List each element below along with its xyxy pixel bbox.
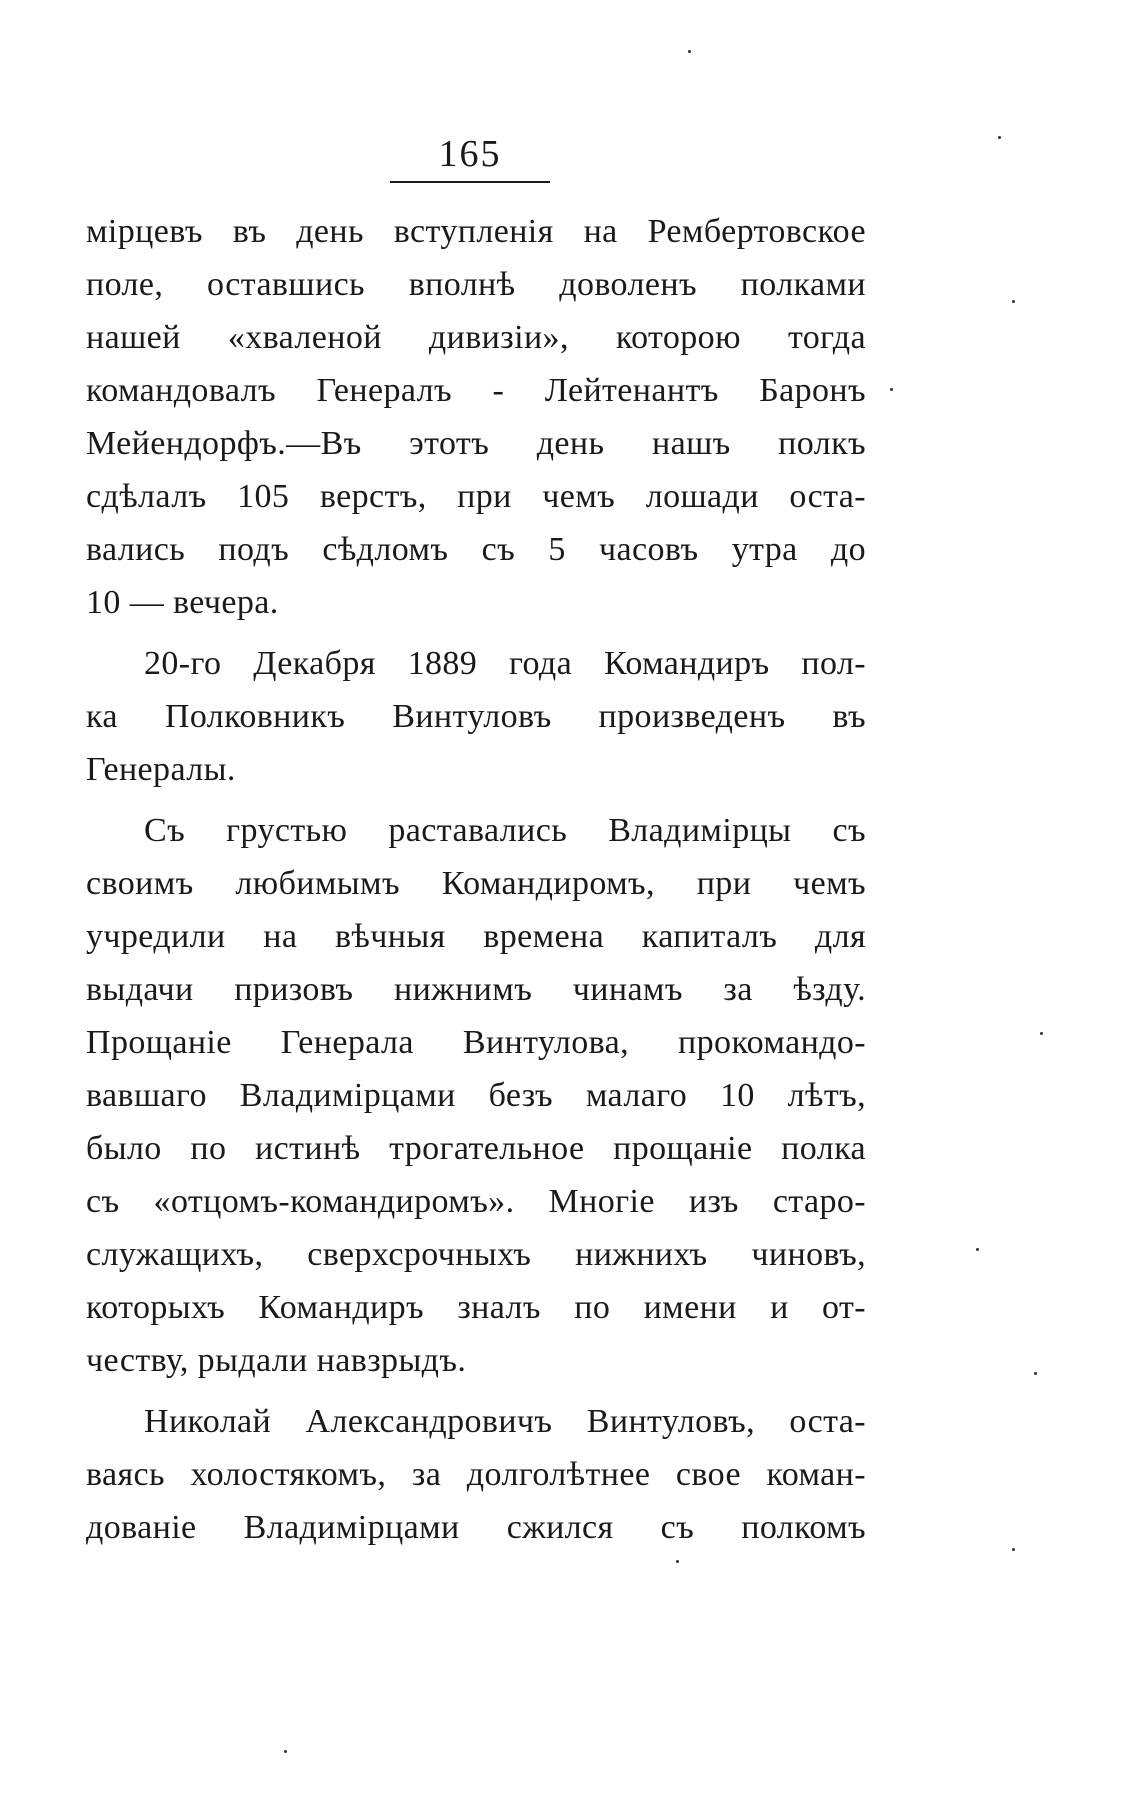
text-line: было по истинѣ трогательное прощаніе полка (86, 1130, 866, 1167)
paragraph (86, 1395, 866, 1554)
text-line: Николай Александровичъ Винтуловъ, оста- (144, 1403, 866, 1440)
page-number: 165 (438, 133, 502, 175)
scan-speck (676, 1560, 679, 1563)
scan-speck (890, 388, 893, 391)
page-header (390, 133, 550, 183)
text-line: ваясь холостякомъ, за долголѣтнее свое коман- (86, 1456, 866, 1493)
text-line: поле, оставшись вполнѣ доволенъ полками (86, 266, 866, 303)
text-line: своимъ любимымъ Командиромъ, при чемъ (86, 865, 866, 902)
text-line: которыхъ Командиръ зналъ по имени и от- (86, 1289, 866, 1326)
text-line: Мейендорфъ.—Въ этотъ день нашъ полкъ (86, 425, 866, 462)
text-line: служащихъ, сверхсрочныхъ нижнихъ чиновъ, (86, 1236, 866, 1273)
text-line: Генералы. (86, 751, 236, 788)
text-line: командовалъ Генералъ - Лейтенантъ Баронъ (86, 372, 866, 409)
scan-speck (688, 50, 691, 53)
text-line: Съ грустью раставались Владимірцы съ (144, 812, 866, 849)
text-line: съ «отцомъ-командиромъ». Многіе изъ старо- (86, 1183, 866, 1220)
text-line: честву, рыдали навзрыдъ. (86, 1342, 467, 1379)
text-line: сдѣлалъ 105 верстъ, при чемъ лошади оста- (86, 478, 866, 515)
text-line: дованіе Владимірцами сжился съ полкомъ (86, 1509, 866, 1546)
text-line: Прощаніе Генерала Винтулова, прокомандо- (86, 1024, 866, 1061)
text-line: выдачи призовъ нижнимъ чинамъ за ѣзду. (86, 971, 866, 1008)
scan-speck (1034, 1372, 1037, 1375)
text-line: учредили на вѣчныя времена капиталъ для (86, 918, 866, 955)
text-line: вались подъ сѣдломъ съ 5 часовъ утра до (86, 531, 866, 568)
text-line: нашей «хваленой дивизіи», которою тогда (86, 319, 866, 356)
scan-speck (1012, 300, 1015, 303)
text-line: мірцевъ въ день вступленія на Рембертовское (86, 213, 866, 250)
text-line: вавшаго Владимірцами безъ малаго 10 лѣтъ, (86, 1077, 866, 1114)
text-line: 20-го Декабря 1889 года Командиръ пол- (144, 645, 866, 682)
scan-speck (1012, 1548, 1015, 1551)
scan-speck (1040, 1032, 1043, 1035)
body-text (86, 205, 866, 1554)
scan-speck (284, 1750, 287, 1753)
scan-speck (998, 136, 1001, 139)
text-line: 10 — вечера. (86, 584, 279, 621)
paragraph-gap (86, 796, 866, 804)
paragraph (86, 804, 866, 1387)
paragraph-gap (86, 629, 866, 637)
header-rule (390, 181, 550, 183)
paragraph (86, 637, 866, 796)
paragraph (86, 205, 866, 629)
scan-speck (976, 1248, 979, 1251)
paragraph-gap (86, 1387, 866, 1395)
text-line: ка Полковникъ Винтуловъ произведенъ въ (86, 698, 866, 735)
